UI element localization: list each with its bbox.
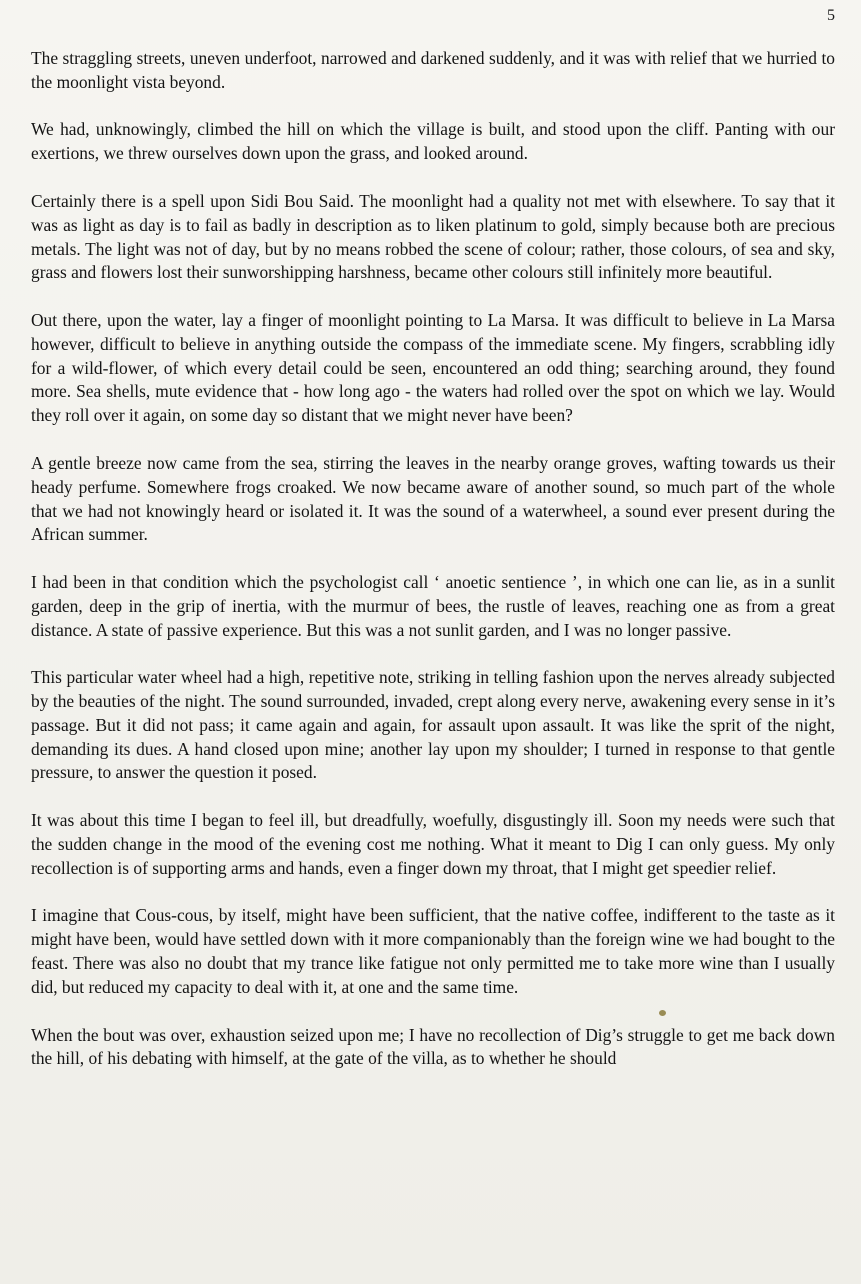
paragraph: This particular water wheel had a high, repetitive note, striking in telling fashion upon the nerves already subjected by the beauties of the night. The sound surrounded, invaded, crept along every nerve, awakening every sense in it’s passage. But it did not pass; it came again and again, for assault upon assault. It was like the sprit of the night, demanding its dues. A hand closed upon mine; another lay upon my shoulder; I turned in response to that gentle pressure, to answer the question it posed. — [31, 667, 835, 783]
paragraph: I imagine that Cous-cous, by itself, might have been sufficient, that the native coffee, indifferent to the taste as it might have been, would have settled down with it more companionably than the foreign wine we had bought to the feast. There was also no doubt that my trance like fatigue not only permitted me to take more wine than I usually did, but reduced my capacity to deal with it, at one and the same time. — [31, 905, 835, 997]
paragraph: The straggling streets, uneven underfoot, narrowed and darkened suddenly, and it was with relief that we hurried to the moonlight vista beyond. — [31, 48, 835, 92]
paragraph: It was about this time I began to feel ill, but dreadfully, woefully, disgustingly ill. Soon my needs were such that the sudden change in the mood of the evening cost me nothing. What it meant to Dig I can only guess. My only recollection is of supporting arms and hands, even a finger down my throat, that I might get speedier relief. — [31, 810, 835, 878]
ink-speck — [659, 1010, 666, 1016]
paragraph: When the bout was over, exhaustion seized upon me; I have no recollection of Dig’s struggle to get me back down the hill, of his debating with himself, at the gate of the villa, as to whether he should — [31, 1024, 835, 1069]
paragraph: Certainly there is a spell upon Sidi Bou Said. The moonlight had a quality not met with elsewhere. To say that it was as light as day is to fail as badly in description as to liken platinum to gold, simply because both are precious metals. The light was not of day, but by no means robbed the scene of colour; rather, those colours, of sea and sky, grass and flowers lost their sunworshipping harshness, became other colours still infinitely more beautiful. — [31, 190, 835, 283]
body-text — [31, 47, 835, 1071]
page-number: 5 — [827, 7, 835, 24]
paragraph: A gentle breeze now came from the sea, stirring the leaves in the nearby orange groves, wafting towards us their heady perfume. Somewhere frogs croaked. We now became aware of another sound, so much part of the whole that we had not knowingly heard or isolated it. It was the sound of a waterwheel, a sound ever present during the African summer. — [31, 452, 835, 545]
paragraph: We had, unknowingly, climbed the hill on which the village is built, and stood upon the cliff. Panting with our exertions, we threw ourselves down upon the grass, and looked around. — [31, 119, 835, 164]
paragraph: Out there, upon the water, lay a finger of moonlight pointing to La Marsa. It was difficult to believe in La Marsa however, difficult to believe in anything outside the compass of the immediate scene. My fingers, scrabbling idly for a wild-flower, of which every detail could be seen, encountered an odd thing; searching around, they found more. Sea shells, mute evidence that - how long ago - the waters had rolled over the spot on which we lay. Would they roll over it again, on some day so distant that we might never have been? — [31, 310, 835, 426]
paragraph: I had been in that condition which the psychologist call ‘ anoetic sentience ’, in which one can lie, as in a sunlit garden, deep in the grip of inertia, with the murmur of bees, the rustle of leaves, reaching one as from a great distance. A state of passive experience. But this was a not sunlit garden, and I was no longer passive. — [31, 572, 835, 640]
